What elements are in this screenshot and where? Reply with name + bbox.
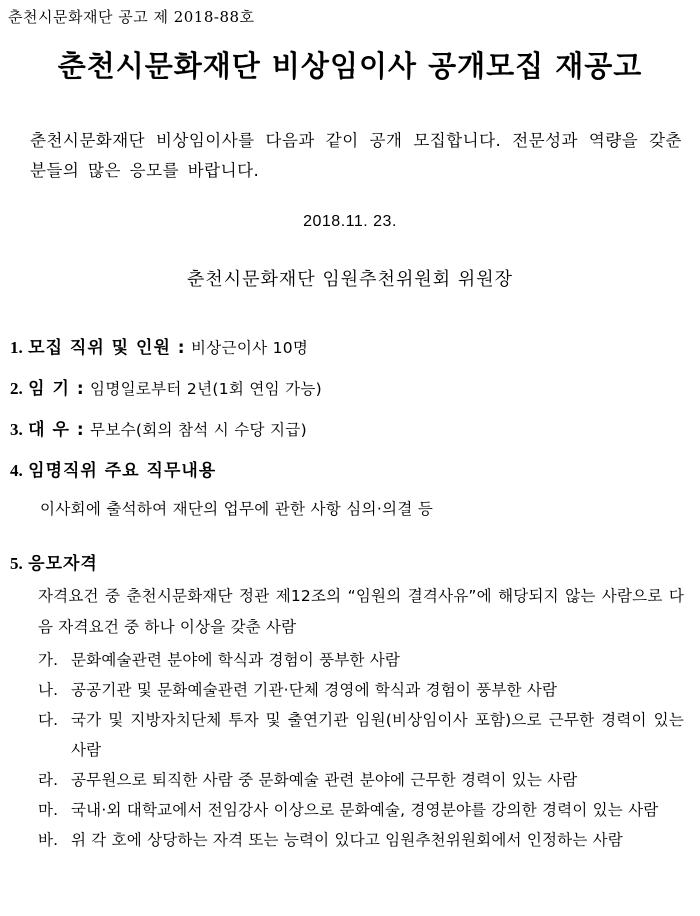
section-duties [10,456,216,481]
list-item-text: 위 각 호에 상당하는 자격 또는 능력이 있다고 임원추천위원회에서 인정하는 사람 [71,831,623,849]
qualification-list [38,645,684,855]
list-marker: 가. [38,651,59,669]
notice-number: 춘천시문화재단 공고 제 2018-88호 [8,8,255,26]
list-marker: 나. [38,681,59,699]
list-item-text: 국가 및 지방자치단체 투자 및 출연기관 임원(비상임이사 포함)으로 근무한 경력이 있는 사람 [71,711,684,759]
list-item-text: 공공기관 및 문화예술관련 기관·단체 경영에 학식과 경험이 풍부한 사람 [71,681,558,699]
list-item [38,795,684,825]
section-compensation [10,415,307,440]
section-number: 4. [10,461,23,480]
section-term [10,374,322,399]
section-position [10,333,308,358]
section-label: 모집 직위 및 인원 : [28,338,186,358]
list-marker: 라. [38,771,59,789]
section-value: 임명일로부터 2년(1회 연임 가능) [90,380,323,398]
list-item [38,765,684,795]
section-number: 3. [10,420,23,439]
list-item-text: 국내·외 대학교에서 전임강사 이상으로 문화예술, 경영분야를 강의한 경력이 있는 사람 [71,801,659,819]
list-item [38,675,684,705]
list-item [38,705,684,765]
document-title: 춘천시문화재단 비상임이사 공개모집 재공고 [57,49,643,83]
section-label: 임명직위 주요 직무내용 [28,461,217,481]
list-marker: 마. [38,801,59,819]
announcement-date: 2018.11. 23. [303,213,397,230]
list-marker: 바. [38,831,59,849]
section-label: 응모자격 [28,554,98,574]
list-item [38,825,684,855]
section-value: 비상근이사 10명 [191,339,309,357]
list-item-text: 공무원으로 퇴직한 사람 중 문화예술 관련 분야에 근무한 경력이 있는 사람 [71,771,578,789]
duty-description: 이사회에 출석하여 재단의 업무에 관한 사항 심의·의결 등 [40,500,434,518]
section-qualifications [10,549,98,574]
section-label: 임 기 : [28,379,85,399]
intro-paragraph: 춘천시문화재단 비상임이사를 다음과 같이 공개 모집합니다. 전문성과 역량을 갖춘 분들의 많은 응모를 바랍니다. [30,131,682,180]
section-number: 2. [10,379,23,398]
issuer-name: 춘천시문화재단 임원추천위원회 위원장 [186,269,514,290]
qualification-intro: 자격요건 중 춘천시문화재단 정관 제12조의 “임원의 결격사유”에 해당되지 않는 사람으로 다음 자격요건 중 하나 이상을 갖춘 사람 [38,587,684,636]
section-value: 무보수(회의 참석 시 수당 지급) [90,421,307,439]
section-number: 5. [10,554,23,573]
section-number: 1. [10,338,23,357]
section-label: 대 우 : [28,420,85,440]
list-marker: 다. [38,711,59,729]
list-item [38,645,684,675]
list-item-text: 문화예술관련 분야에 학식과 경험이 풍부한 사람 [71,651,401,669]
